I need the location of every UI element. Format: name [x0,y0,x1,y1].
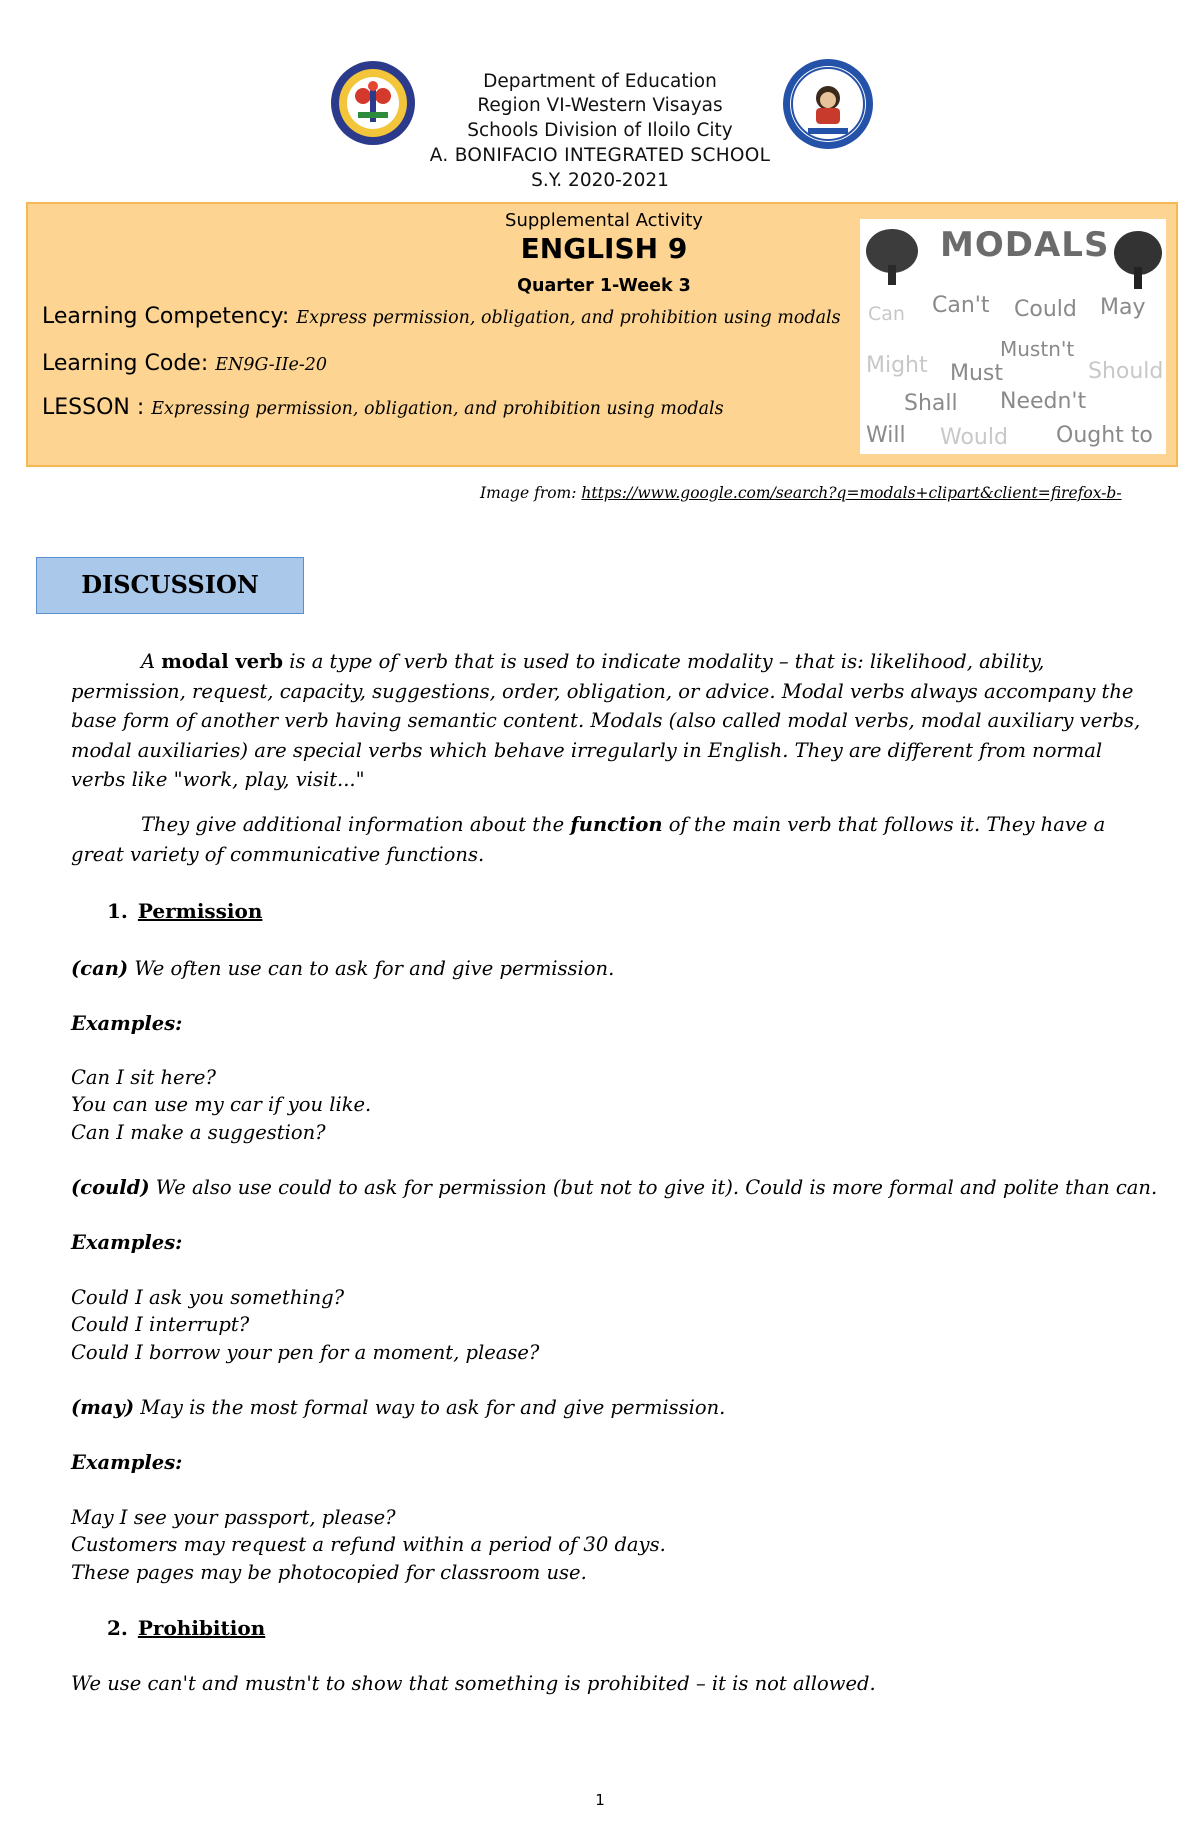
can-text: We often use can to ask for and give permission. [128,957,615,980]
subject-title: ENGLISH 9 [520,232,688,265]
region-line: Region VI-Western Visayas [477,95,723,116]
supplemental-label: Supplemental Activity [505,210,703,231]
competency-label: Learning Competency: [42,304,290,329]
could-example-1: Could I ask you something? [71,1286,345,1309]
department-line: Department of Education [483,71,717,92]
section-1-title: Permission [137,899,263,923]
school-year: S.Y. 2020-2021 [531,170,669,191]
could-example-2: Could I interrupt? [71,1313,250,1336]
function-paragraph [71,810,1151,869]
examples-text: Examples: [71,1012,183,1035]
word-shall: Shall [904,391,958,416]
section-2-number: 2. [107,1616,128,1640]
division-line: Schools Division of Iloilo City [467,120,733,141]
section-prohibition-heading [107,1616,265,1640]
word-may: May [1100,295,1146,320]
lesson-value: Expressing permission, obligation, and prohibition using modals [151,399,724,419]
tree-left-icon [864,225,920,287]
lesson-line [42,395,724,420]
p1-rest: is a type of verb that is used to indicate modality – that is: likelihood, ability, permission, request, capacity, suggestions, order, obligation, or advice. Modal verbs always accompany the base form of another verb having semantic content. Modals (also called modal verbs, modal auxiliary verbs, modal auxiliaries) are special verbs which behave irregularly in English. They are different from normal verbs like "work, play, visit..." [71,650,1141,791]
word-would: Would [940,425,1008,450]
can-tag: (can) [71,957,129,980]
can-example-1: Can I sit here? [71,1066,216,1089]
can-rule [71,955,614,983]
image-source [480,484,1122,502]
source-label: Image from: [480,484,577,502]
may-example-1: May I see your passport, please? [71,1506,396,1529]
word-will: Will [866,423,906,448]
examples-text: Examples: [71,1451,183,1474]
modals-title: MODALS [940,225,1110,265]
may-text: May is the most formal way to ask for and give permission. [134,1396,726,1419]
examples-label-3 [71,1449,182,1477]
word-mustnt: Mustn't [1000,337,1075,361]
word-can: Can [868,303,905,325]
learning-competency [42,304,841,329]
p1-start: A [141,650,162,673]
p2-rest: of the main verb that follows it. They have a great variety of communicative functions. [71,813,1106,866]
lesson-label: LESSON : [42,395,145,420]
word-should: Should [1088,359,1164,384]
modal-definition-paragraph [71,647,1151,795]
word-cant: Can't [932,293,990,318]
may-example-2: Customers may request a refund within a period of 30 days. [71,1533,666,1556]
section-1-number: 1. [107,899,128,923]
can-example-2: You can use my car if you like. [71,1093,372,1116]
tree-right-icon [1112,227,1164,291]
section-permission-heading [107,899,262,923]
code-value: EN9G-IIe-20 [215,355,328,375]
may-example-3: These pages may be photocopied for classroom use. [71,1561,587,1584]
examples-label-1 [71,1010,182,1038]
word-ought-to: Ought to [1056,423,1153,448]
could-example-3: Could I borrow your pen for a moment, please? [71,1341,540,1364]
can-example-3: Can I make a suggestion? [71,1121,326,1144]
p2-bold-term: function [570,813,663,836]
word-could: Could [1014,297,1077,322]
school-name: A. BONIFACIO INTEGRATED SCHOOL [429,145,771,166]
may-rule [71,1394,725,1422]
section-2-title: Prohibition [137,1616,266,1640]
learning-code [42,351,327,376]
examples-label-2 [71,1229,182,1257]
p2-start: They give additional information about the [141,813,571,836]
word-might: Might [866,353,928,378]
could-rule [71,1174,1157,1202]
modals-clipart [860,219,1166,454]
examples-text: Examples: [71,1231,183,1254]
code-label: Learning Code: [42,351,209,376]
page-number: 1 [595,1791,605,1809]
competency-value: Express permission, obligation, and prohibition using modals [296,308,841,328]
could-tag: (could) [71,1176,150,1199]
word-neednt: Needn't [1000,389,1087,414]
could-text: We also use could to ask for permission (but not to give it). Could is more formal and polite than can. [149,1176,1158,1199]
may-tag: (may) [71,1396,135,1419]
p1-bold-term: modal verb [161,650,284,673]
discussion-header: DISCUSSION [36,557,304,614]
word-must: Must [950,361,1004,386]
quarter-label: Quarter 1-Week 3 [517,276,691,296]
source-link[interactable]: https://www.google.com/search?q=modals+clipart&client=firefox-b- [581,484,1122,502]
prohibition-text: We use can't and mustn't to show that something is prohibited – it is not allowed. [71,1672,876,1695]
